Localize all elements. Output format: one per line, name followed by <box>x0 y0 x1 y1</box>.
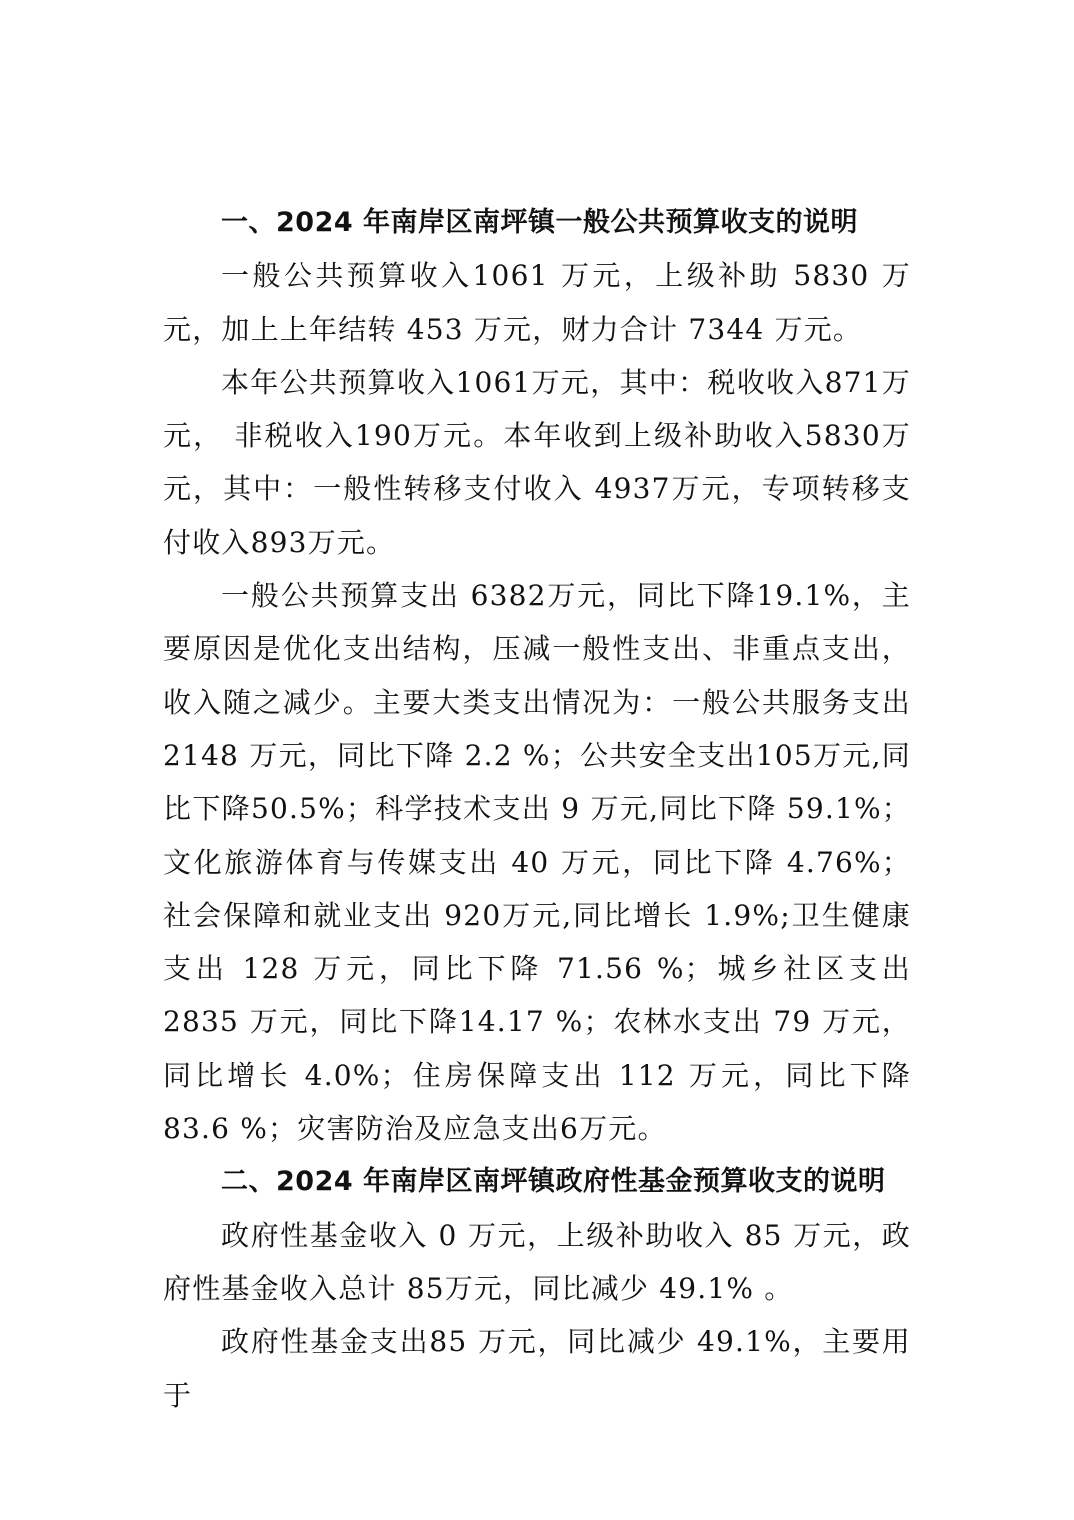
section2-heading: 二、2024 年南岸区南坪镇政府性基金预算收支的说明 <box>221 1166 886 1198</box>
section2-paragraph-2: 政府性基金支出85 万元，同比减少 49.1%，主要用于 <box>163 1325 911 1412</box>
section2-paragraph-1: 政府性基金收入 0 万元，上级补助收入 85 万元，政府性基金收入总计 85万元，同比减少 49.1% 。 <box>163 1218 911 1305</box>
section1-paragraph-1: 一般公共预算收入1061 万元，上级补助 5830 万元，加上上年结转 453 万元，财力合计 7344 万元。 <box>163 259 911 346</box>
section1-heading: 一、2024 年南岸区南坪镇一般公共预算收支的说明 <box>221 207 859 238</box>
document-body <box>163 196 911 1422</box>
section1-paragraph-2: 本年公共预算收入1061万元，其中：税收收入871万元， 非税收入190万元。本年收到上级补助收入5830万元，其中：一般性转移支付收入 4937万元，专项转移支付收入893万元。 <box>163 365 911 559</box>
section1-paragraph-3: 一般公共预算支出 6382万元，同比下降19.1%，主要原因是优化支出结构，压减一般性支出、非重点支出，收入随之减少。主要大类支出情况为：一般公共服务支出 2148 万元，同比下降 2.2 %；公共安全支出105万元,同比下降50.5%；科学技术支出 9 万元,同比下降 59.1%；文化旅游体育与传媒支出 40 万元，同比下降 4.76%； 社会保障和就业支出 920万元,同比增长 1.9%;卫生健康支出 128 万元，同比下降 71.56 %；城乡社区支出 2835 万元，同比下降14.17 %；农林水支出 79 万元，同比增长 4.0%；住房保障支出 112 万元，同比下降 83.6 %；灾害防治及应急支出6万元。 <box>163 579 911 1146</box>
